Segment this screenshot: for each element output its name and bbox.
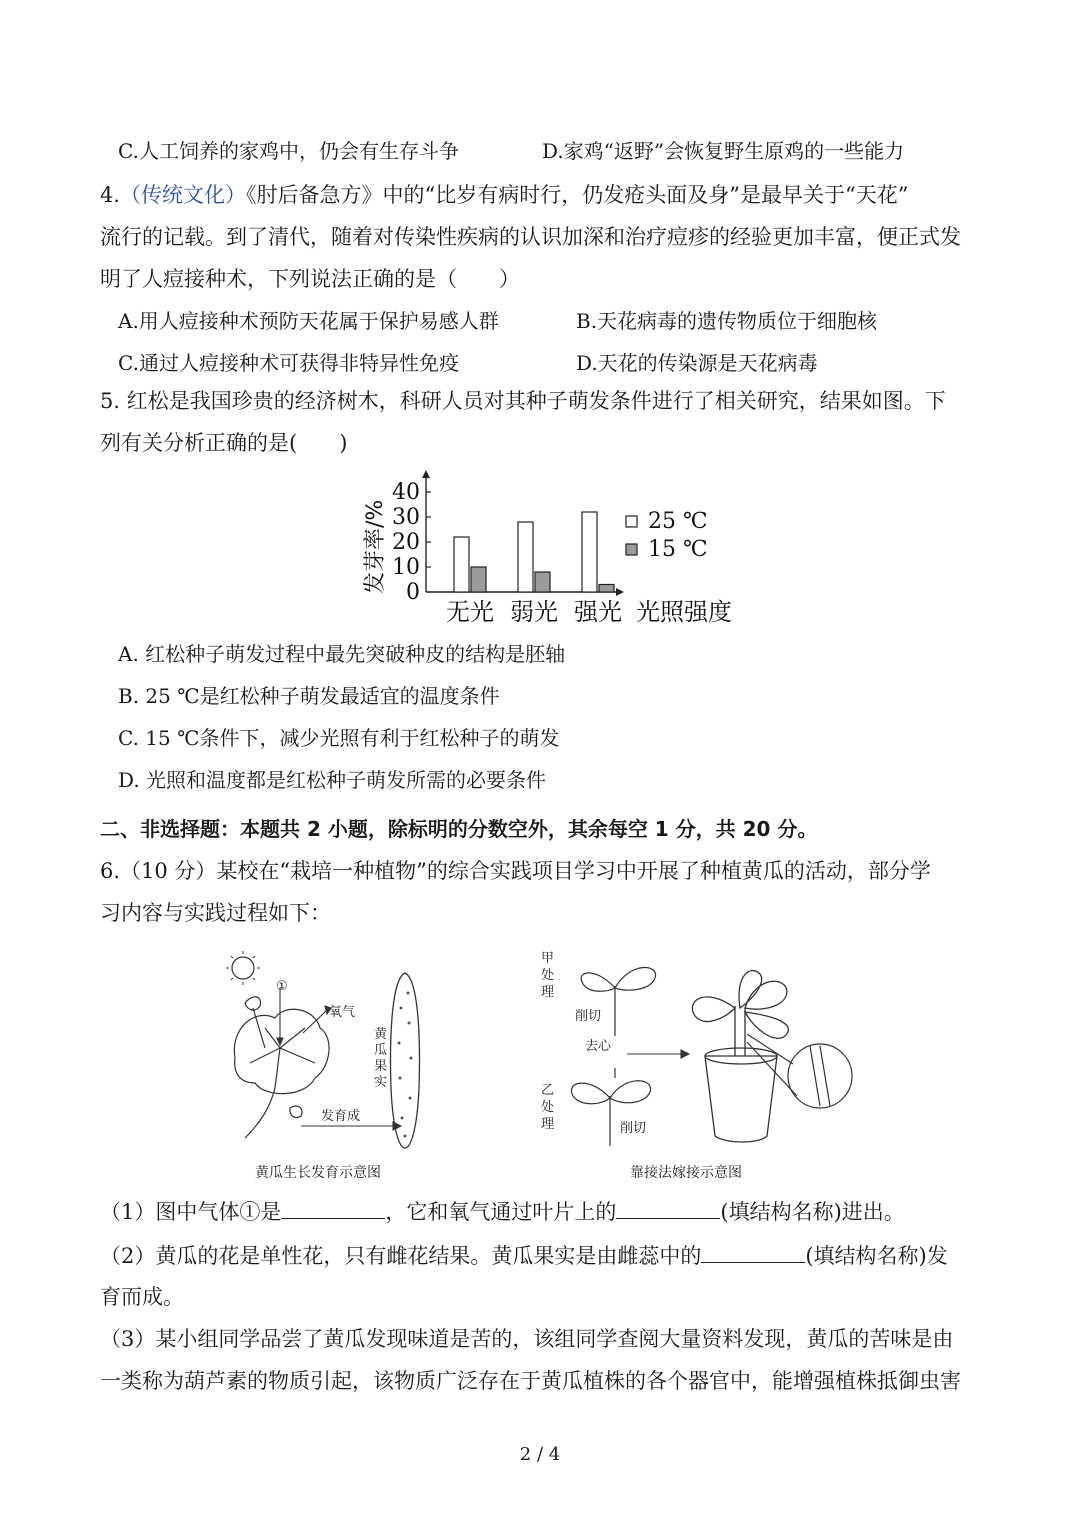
label-gas-1: ① xyxy=(276,979,288,994)
arrow-to-pot xyxy=(627,1050,689,1058)
q5-line-2: 列有关分析正确的是( ) xyxy=(100,431,348,455)
label-remove-core: 去心 xyxy=(585,1039,612,1054)
q5-option-b: B. 25 ℃是红松种子萌发最适宜的温度条件 xyxy=(118,684,500,708)
label-cut-1: 削切 xyxy=(575,1009,602,1024)
page-number: 2 / 4 xyxy=(519,1444,561,1465)
y-tick-label: 30 xyxy=(392,505,420,530)
x-tick-label: 弱光 xyxy=(510,598,558,626)
q4-option-c: C.通过人痘接种术可获得非特异性免疫 xyxy=(118,351,459,375)
potted-grafted-plant xyxy=(692,971,788,1142)
bar-0-0 xyxy=(454,537,469,592)
x-tick-label: 无光 xyxy=(446,598,494,626)
q6-part-2-text-a: （2）黄瓜的花是单性花，只有雌花结果。黄瓜果实是由雌蕊中的 xyxy=(100,1244,702,1268)
q6-part-1-text-b: ，它和氧气通过叶片上的 xyxy=(385,1200,617,1224)
y-tick-label: 10 xyxy=(392,555,420,580)
legend-swatch-1 xyxy=(626,544,637,555)
bar-0-2 xyxy=(582,512,597,592)
cucumber-growth-figure xyxy=(205,948,445,1158)
figure-1-caption: 黄瓜生长发育示意图 xyxy=(255,1165,381,1181)
label-cut-2: 削切 xyxy=(620,1121,647,1136)
q6-part-1-text-a: （1）图中气体①是 xyxy=(100,1200,282,1224)
q4-tag: （传统文化） xyxy=(120,183,247,207)
q6-part-1 xyxy=(100,1196,905,1227)
q6-line-1: 6.（10 分）某校在“栽培一种植物”的综合实践项目学习中开展了种植黄瓜的活动，部分学 xyxy=(100,859,931,883)
q3-option-c: C.人工饲养的家鸡中，仍会有生存斗争 xyxy=(118,139,459,163)
x-axis-arrow xyxy=(616,588,624,596)
label-jia-treatment: 甲处理 xyxy=(541,951,555,1000)
q4-text-1: 《肘后备急方》中的“比岁有病时行，仍发疮头面及身”是最早关于“天花” xyxy=(246,183,909,207)
q6-blank-2[interactable] xyxy=(616,1196,720,1219)
figure-2-caption: 靠接法嫁接示意图 xyxy=(630,1165,742,1181)
q3-option-d: D.家鸡“返野”会恢复野生原鸡的一些能力 xyxy=(542,139,905,163)
seedling-jia xyxy=(581,968,655,1036)
germination-bar-chart xyxy=(336,468,756,628)
q4-line-1 xyxy=(100,180,909,210)
q6-part-2-cont: 育而成。 xyxy=(100,1285,184,1309)
q5-option-d: D. 光照和温度都是红松种子萌发所需的必要条件 xyxy=(118,768,547,792)
label-yi-treatment: 乙处理 xyxy=(541,1083,555,1132)
sun-icon xyxy=(226,951,260,985)
q6-part-3-line-2: 一类称为葫芦素的物质引起，该物质广泛存在于黄瓜植株的各个器官中，能增强植株抵御虫害 xyxy=(100,1369,961,1393)
q6-part-3-line-1: （3）某小组同学品尝了黄瓜发现味道是苦的，该组同学查阅大量资料发现，黄瓜的苦味是由 xyxy=(100,1327,954,1351)
magnified-graft-detail xyxy=(747,1034,852,1108)
bar-0-1 xyxy=(518,522,533,592)
label-fruit: 黄瓜果实 xyxy=(374,1027,388,1090)
y-tick-label: 0 xyxy=(406,580,420,605)
y-axis-label: 发芽率/% xyxy=(363,499,388,594)
legend-label-1: 15 ℃ xyxy=(648,537,708,562)
bar-1-0 xyxy=(471,567,486,592)
legend-swatch-0 xyxy=(626,516,637,527)
q5-option-a: A. 红松种子萌发过程中最先突破种皮的结构是胚轴 xyxy=(118,642,566,666)
q4-option-d: D.天花的传染源是天花病毒 xyxy=(576,351,818,375)
bar-1-2 xyxy=(599,585,614,593)
q4-number: 4. xyxy=(100,183,121,207)
bar-1-1 xyxy=(535,572,550,592)
q5-option-c: C. 15 ℃条件下，减少光照有利于红松种子的萌发 xyxy=(118,726,560,750)
q4-option-b: B.天花病毒的遗传物质位于细胞核 xyxy=(576,309,878,333)
y-tick-label: 40 xyxy=(392,480,420,505)
cucumber-fruit-drawing xyxy=(391,973,420,1148)
q6-part-2-text-b: (填结构名称)发 xyxy=(805,1244,948,1268)
grafting-figure xyxy=(535,946,855,1156)
q6-blank-1[interactable] xyxy=(281,1196,385,1219)
q5-line-1: 5. 红松是我国珍贵的经济树木，科研人员对其种子萌发条件进行了相关研究，结果如图。下 xyxy=(100,389,946,413)
legend-label-0: 25 ℃ xyxy=(648,509,708,534)
y-axis-arrow xyxy=(422,470,430,478)
q6-line-2: 习内容与实践过程如下： xyxy=(100,901,331,925)
q4-option-a: A.用人痘接种术预防天花属于保护易感人群 xyxy=(118,309,499,333)
q4-line-3: 明了人痘接种术，下列说法正确的是（ ） xyxy=(100,267,520,291)
x-tick-label: 强光 xyxy=(574,598,622,626)
cucumber-leaf-drawing xyxy=(234,997,329,1138)
section-2-title: 二、非选择题：本题共 2 小题，除标明的分数空外，其余每空 1 分，共 20 分。 xyxy=(100,817,818,841)
label-develop: 发育成 xyxy=(321,1109,361,1124)
y-tick-label: 20 xyxy=(392,530,420,555)
label-oxygen: 氧气 xyxy=(329,1005,356,1020)
q6-part-2 xyxy=(100,1240,948,1271)
q6-blank-3[interactable] xyxy=(701,1240,805,1263)
x-axis-label: 光照强度 xyxy=(636,598,732,626)
q6-part-1-text-c: (填结构名称)进出。 xyxy=(720,1200,905,1224)
q4-line-2: 流行的记载。到了清代，随着对传染性疾病的认识加深和治疗痘疹的经验更加丰富，便正式发 xyxy=(100,225,961,249)
